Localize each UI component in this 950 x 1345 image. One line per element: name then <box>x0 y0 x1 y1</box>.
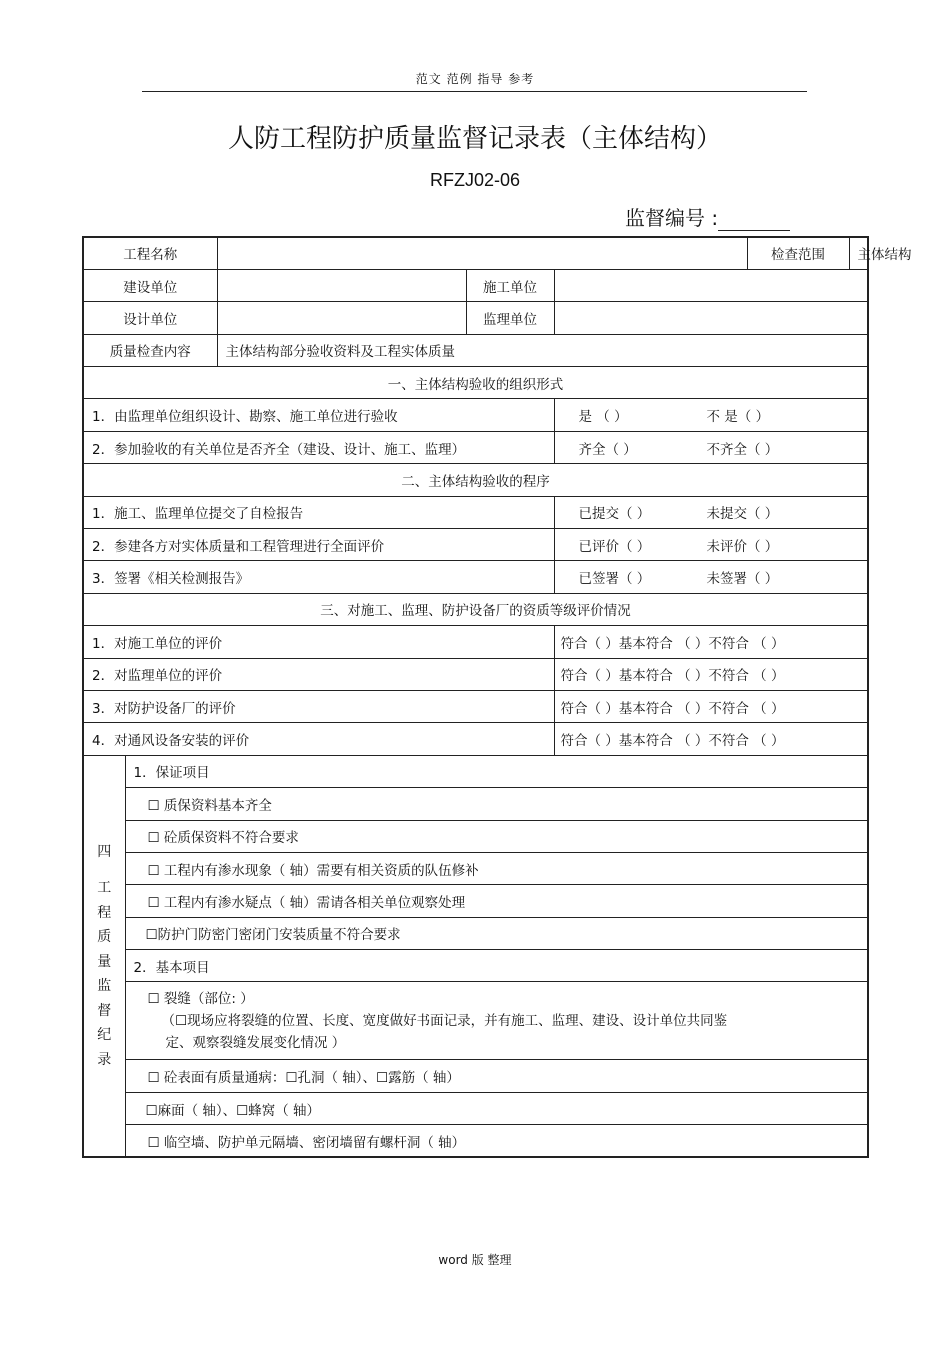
section2-item: 1．施工、监理单位提交了自检报告 <box>83 496 554 528</box>
supervision-number <box>625 202 790 231</box>
option-no[interactable]: 不 是（ ） <box>706 409 770 426</box>
designer-label: 设计单位 <box>83 302 217 334</box>
section3-item: 1．对施工单位的评价 <box>83 626 554 658</box>
option-yes[interactable]: 齐全（ ） <box>578 441 637 458</box>
section3-options[interactable]: 符合（ ）基本符合 （ ）不符合 （ ） <box>554 723 868 755</box>
supervisor-field[interactable] <box>554 302 868 334</box>
quality-content-label: 质量检查内容 <box>83 334 217 366</box>
crack-line-3: 定、观察裂缝发展变化情况 ） <box>165 1034 346 1051</box>
basic-item[interactable]: ☐ 砼表面有质量通病：☐孔洞（ 轴）、☐露筋（ 轴） <box>125 1060 868 1092</box>
section1-options[interactable] <box>554 399 868 431</box>
section3-title: 三、对施工、监理、防护设备厂的资质等级评价情况 <box>83 593 868 625</box>
builder-field[interactable] <box>217 269 466 301</box>
option-yes[interactable]: 已签署（ ） <box>578 571 651 588</box>
guarantee-item[interactable]: ☐ 砼质保资料不符合要求 <box>125 820 868 852</box>
header-divider <box>142 91 807 92</box>
option-no[interactable]: 未提交（ ） <box>706 506 779 523</box>
guarantee-item[interactable]: ☐ 工程内有渗水疑点（ 轴）需请各相关单位观察处理 <box>125 885 868 917</box>
section3-options[interactable]: 符合（ ）基本符合 （ ）不符合 （ ） <box>554 626 868 658</box>
basic-title: 2．基本项目 <box>125 950 868 982</box>
guarantee-item[interactable]: ☐ 工程内有渗水现象（ 轴）需要有相关资质的队伍修补 <box>125 852 868 884</box>
supervision-number-field[interactable] <box>718 210 790 231</box>
builder-label: 建设单位 <box>83 269 217 301</box>
designer-field[interactable] <box>217 302 466 334</box>
option-yes[interactable]: 已提交（ ） <box>578 506 651 523</box>
section3-item: 3．对防护设备厂的评价 <box>83 690 554 722</box>
page-footer: word 版 整理 <box>438 1253 512 1267</box>
section2-title: 二、主体结构验收的程序 <box>83 464 868 496</box>
section1-item: 2．参加验收的有关单位是否齐全（建设、设计、施工、监理） <box>83 431 554 463</box>
supervision-number-label: 监督编号 : <box>625 206 719 230</box>
crack-line-2: （☐现场应将裂缝的位置、长度、宽度做好书面记录，并有施工、监理、建设、设计单位共同鉴 <box>161 1012 728 1029</box>
guarantee-title: 1．保证项目 <box>125 755 868 787</box>
section1-options[interactable] <box>554 431 868 463</box>
record-table <box>82 236 912 1158</box>
option-no[interactable]: 未签署（ ） <box>706 571 779 588</box>
page-title: 人防工程防护质量监督记录表（主体结构） <box>227 124 722 154</box>
section1-title: 一、主体结构验收的组织形式 <box>83 367 868 399</box>
check-scope-label: 检查范围 <box>747 237 849 269</box>
supervisor-label: 监理单位 <box>466 302 554 334</box>
section3-item: 4．对通风设备安装的评价 <box>83 723 554 755</box>
form-code: RFZJ02-06 <box>429 170 521 190</box>
section3-options[interactable]: 符合（ ）基本符合 （ ）不符合 （ ） <box>554 690 868 722</box>
constructor-field[interactable] <box>554 269 868 301</box>
section2-options[interactable] <box>554 529 868 561</box>
basic-item[interactable]: ☐麻面（ 轴）、☐蜂窝（ 轴） <box>125 1092 868 1124</box>
quality-content-value: 主体结构部分验收资料及工程实体质量 <box>217 334 868 366</box>
page-header: 范文 范例 指导 参考 <box>415 72 535 86</box>
section1-item: 1．由监理单位组织设计、勘察、施工单位进行验收 <box>83 399 554 431</box>
option-no[interactable]: 未评价（ ） <box>706 538 779 555</box>
guarantee-item[interactable]: ☐防护门防密门密闭门安装质量不符合要求 <box>125 917 868 949</box>
section2-options[interactable] <box>554 496 868 528</box>
project-name-label: 工程名称 <box>83 237 217 269</box>
section3-item: 2．对监理单位的评价 <box>83 658 554 690</box>
section2-item: 3．签署《相关检测报告》 <box>83 561 554 593</box>
section3-options[interactable]: 符合（ ）基本符合 （ ）不符合 （ ） <box>554 658 868 690</box>
section4-side-label: 四 工 程 质 量 监 督 纪 录 <box>83 755 125 1157</box>
basic-item[interactable]: ☐ 临空墙、防护单元隔墙、密闭墙留有螺杆洞（ 轴） <box>125 1125 868 1157</box>
option-yes[interactable]: 已评价（ ） <box>578 538 651 555</box>
constructor-label: 施工单位 <box>466 269 554 301</box>
check-scope-value: 主体结构 <box>849 237 868 269</box>
option-no[interactable]: 不齐全（ ） <box>706 441 779 458</box>
section2-options[interactable] <box>554 561 868 593</box>
crack-item[interactable] <box>125 982 868 1060</box>
section2-item: 2．参建各方对实体质量和工程管理进行全面评价 <box>83 529 554 561</box>
option-yes[interactable]: 是 （ ） <box>578 409 628 426</box>
project-name-field[interactable] <box>217 237 747 269</box>
crack-line-1[interactable]: ☐ 裂缝（部位: ） <box>147 990 254 1007</box>
guarantee-item[interactable]: ☐ 质保资料基本齐全 <box>125 788 868 820</box>
